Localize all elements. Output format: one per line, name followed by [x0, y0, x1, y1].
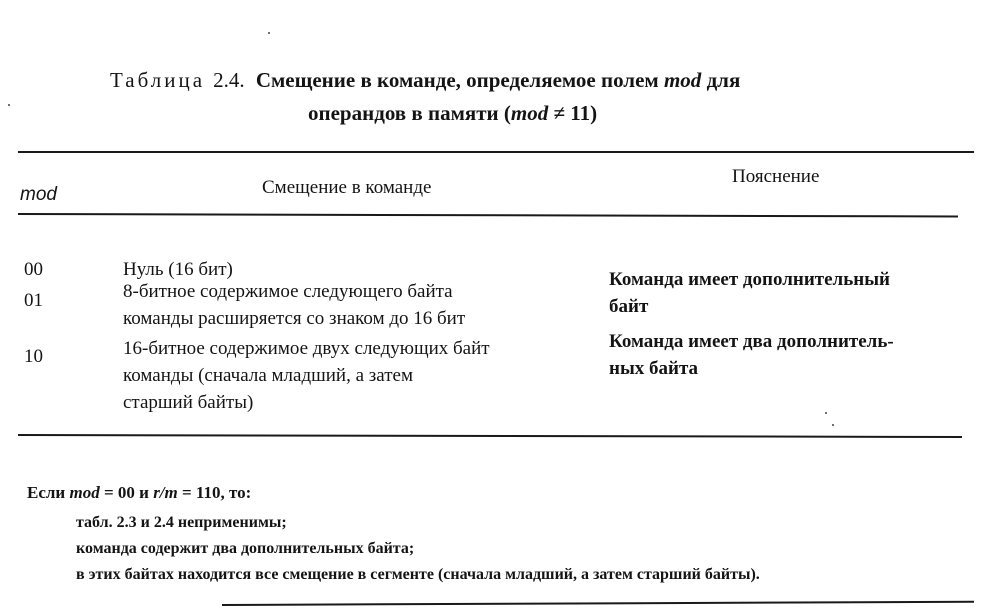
row-10-explanation-line-2: ных байта: [609, 358, 699, 379]
table-header-rule: [18, 213, 958, 217]
row-01-explanation: [609, 266, 939, 320]
table-top-rule: [18, 151, 974, 153]
caption-number: 2.4.: [213, 68, 245, 92]
row-10-displacement-line-3: старший байты): [123, 392, 254, 413]
caption-title: [256, 68, 741, 92]
footnote-lead: [27, 483, 251, 503]
scan-speck: [832, 424, 834, 426]
row-10-displacement-line-2: команды (сначала младший, а затем: [123, 365, 413, 386]
row-10-mod: 10: [24, 346, 43, 367]
table-caption-line-2: [308, 101, 597, 126]
caption-line2-text-2: ≠ 11): [553, 101, 598, 125]
row-10-displacement: [123, 335, 583, 416]
row-01-explanation-line-1: Команда имеет дополнительный: [609, 269, 890, 290]
caption-prefix: Таблица: [110, 68, 206, 92]
row-00-mod: 00: [24, 259, 43, 280]
note-lead-text-3: = 110, то:: [182, 483, 252, 502]
caption-title-mod: mod: [663, 68, 702, 92]
footnote-item-1: табл. 2.3 и 2.4 неприменимы;: [76, 514, 287, 531]
row-10-displacement-line-1: 16-битное содержимое двух следующих байт: [123, 338, 490, 359]
caption-line2-text-1: операндов в памяти (: [308, 101, 511, 125]
caption-line2-mod: mod: [510, 101, 549, 125]
footnote-item-2: команда содержит два дополнительных байта;: [76, 540, 415, 557]
scan-speck: [268, 32, 270, 34]
header-displacement: Смещение в команде: [262, 177, 432, 198]
table-caption-line-1: [110, 68, 740, 93]
row-00-displacement-line: Нуль (16 бит): [123, 259, 233, 280]
table-bottom-rule: [18, 434, 962, 438]
header-explanation: Пояснение: [732, 166, 820, 187]
row-01-displacement-line-2: команды расширяется со знаком до 16 бит: [123, 308, 466, 329]
note-lead-text-1: Если: [27, 483, 66, 502]
row-10-explanation: [609, 328, 939, 382]
page-bottom-rule: [222, 601, 974, 606]
caption-title-text-1: Смещение в команде, определяемое полем: [255, 68, 659, 92]
row-01-explanation-line-2: байт: [609, 296, 649, 317]
footnote-item-3: в этих байтах находится все смещение в сегменте (сначала младший, а затем старший байты).: [76, 566, 760, 583]
note-lead-mod: mod: [69, 483, 100, 502]
note-lead-rm: r/m: [153, 483, 178, 502]
row-01-displacement-line-1: 8-битное содержимое следующего байта: [123, 281, 453, 302]
header-mod: mod: [20, 184, 57, 205]
note-lead-text-2: = 00 и: [103, 483, 149, 502]
footnote-items: [76, 510, 760, 588]
row-01-displacement: [123, 278, 583, 332]
row-10-explanation-line-1: Команда имеет два дополнитель-: [609, 331, 894, 352]
row-01-mod: 01: [24, 290, 43, 311]
scan-speck: [825, 412, 827, 414]
scan-speck: [8, 104, 10, 106]
caption-title-text-2: для: [706, 68, 741, 92]
